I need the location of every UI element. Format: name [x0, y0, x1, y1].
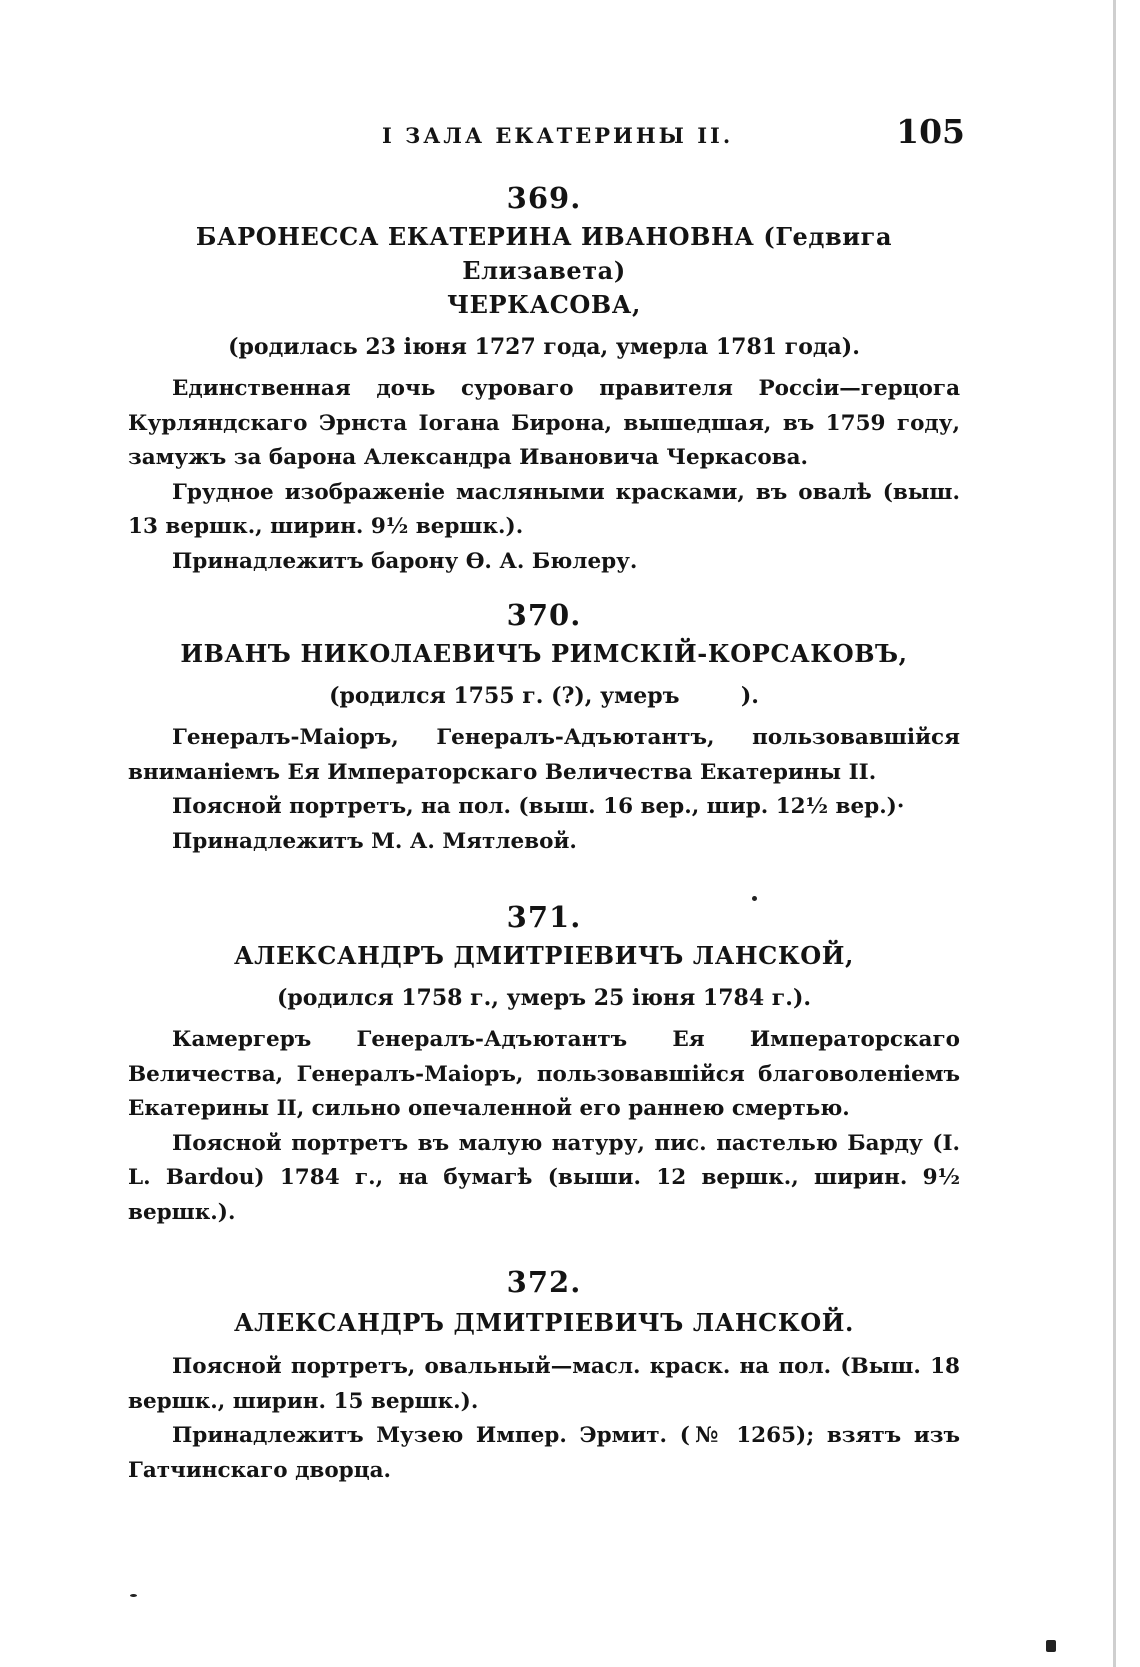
entry-portrait-details: Грудное изображеніе масляными красками, въ овалѣ (выш. 13 вершк., ширин. 9½ вершк.).: [128, 479, 960, 539]
entry-dates: (родилась 23 іюня 1727 года, умерла 1781 года).: [228, 334, 860, 360]
running-title: I ЗАЛА ЕКАТЕРИНЫ II.: [382, 123, 734, 148]
entry-dates: (родился 1755 г. (?), умеръ ).: [329, 683, 759, 709]
entry-owner: Принадлежитъ М. А. Мятлевой.: [172, 828, 577, 854]
entry-description: Камергеръ Генералъ-Адъютантъ Ея Императорскаго Величества, Генералъ-Маіоръ, пользовавшійся благоволеніемъ Екатерины II, сильно опечаленной его раннею смертью.: [128, 1027, 960, 1121]
entry-owner: Принадлежитъ барону Ѳ. А. Бюлеру.: [172, 548, 638, 574]
entry-name-continued: ЧЕРКАСОВА,: [447, 290, 641, 319]
entry-dates: (родился 1758 г., умеръ 25 іюня 1784 г.).: [276, 985, 812, 1011]
entry-portrait-details: Поясной портретъ въ малую натуру, пис. пастелью Барду (I. L. Bardou) 1784 г., на бумагѣ (выши. 12 вершк., ширин. 9½ вершк.).: [128, 1130, 960, 1225]
entry-name: БАРОНЕССА ЕКАТЕРИНА ИВАНОВНА (Гедвига Елизавета): [195, 222, 893, 285]
catalog-entry-370: [128, 595, 960, 859]
entry-name: АЛЕКСАНДРЪ ДМИТРІЕВИЧЪ ЛАНСКОЙ,: [233, 941, 855, 970]
print-speck: [130, 1594, 137, 1597]
running-head: [120, 112, 965, 162]
catalog-entry-371: [128, 897, 960, 1230]
entry-name: ИВАНЪ НИКОЛАЕВИЧЪ РИМСКІЙ-КОРСАКОВЪ,: [180, 639, 908, 668]
entry-number: 371.: [506, 900, 582, 934]
entry-description: Единственная дочь суроваго правителя Россіи—герцога Курляндскаго Эрнста Іогана Бирона, вышедшая, въ 1759 году, замужъ за барона Александра Ивановича Черкасова.: [128, 376, 960, 470]
print-speck: [752, 896, 757, 901]
page-number: 105: [896, 112, 965, 151]
entry-owner: Принадлежитъ Музею Импер. Эрмит. (№ 1265); взятъ изъ Гатчинскаго дворца.: [128, 1423, 960, 1483]
entry-portrait-details: Поясной портретъ, на пол. (выш. 16 вер., шир. 12½ вер.)·: [172, 794, 905, 819]
catalog-entry-369: [128, 178, 960, 579]
entry-number: 370.: [506, 598, 582, 632]
entry-number: 372.: [506, 1265, 582, 1299]
entry-description: Генералъ-Маіоръ, Генералъ-Адъютантъ, пользовавшійся вниманіемъ Ея Императорскаго Величества Екатерины II.: [128, 725, 960, 785]
catalog-entry-372: [128, 1262, 960, 1488]
entry-number: 369.: [506, 181, 582, 215]
entry-name: АЛЕКСАНДРЪ ДМИТРІЕВИЧЪ ЛАНСКОЙ.: [233, 1308, 855, 1337]
print-mark: [1046, 1640, 1056, 1652]
entry-portrait-details: Поясной портретъ, овальный—масл. краск. на пол. (Выш. 18 вершк., ширин. 15 вершк.).: [128, 1354, 960, 1414]
